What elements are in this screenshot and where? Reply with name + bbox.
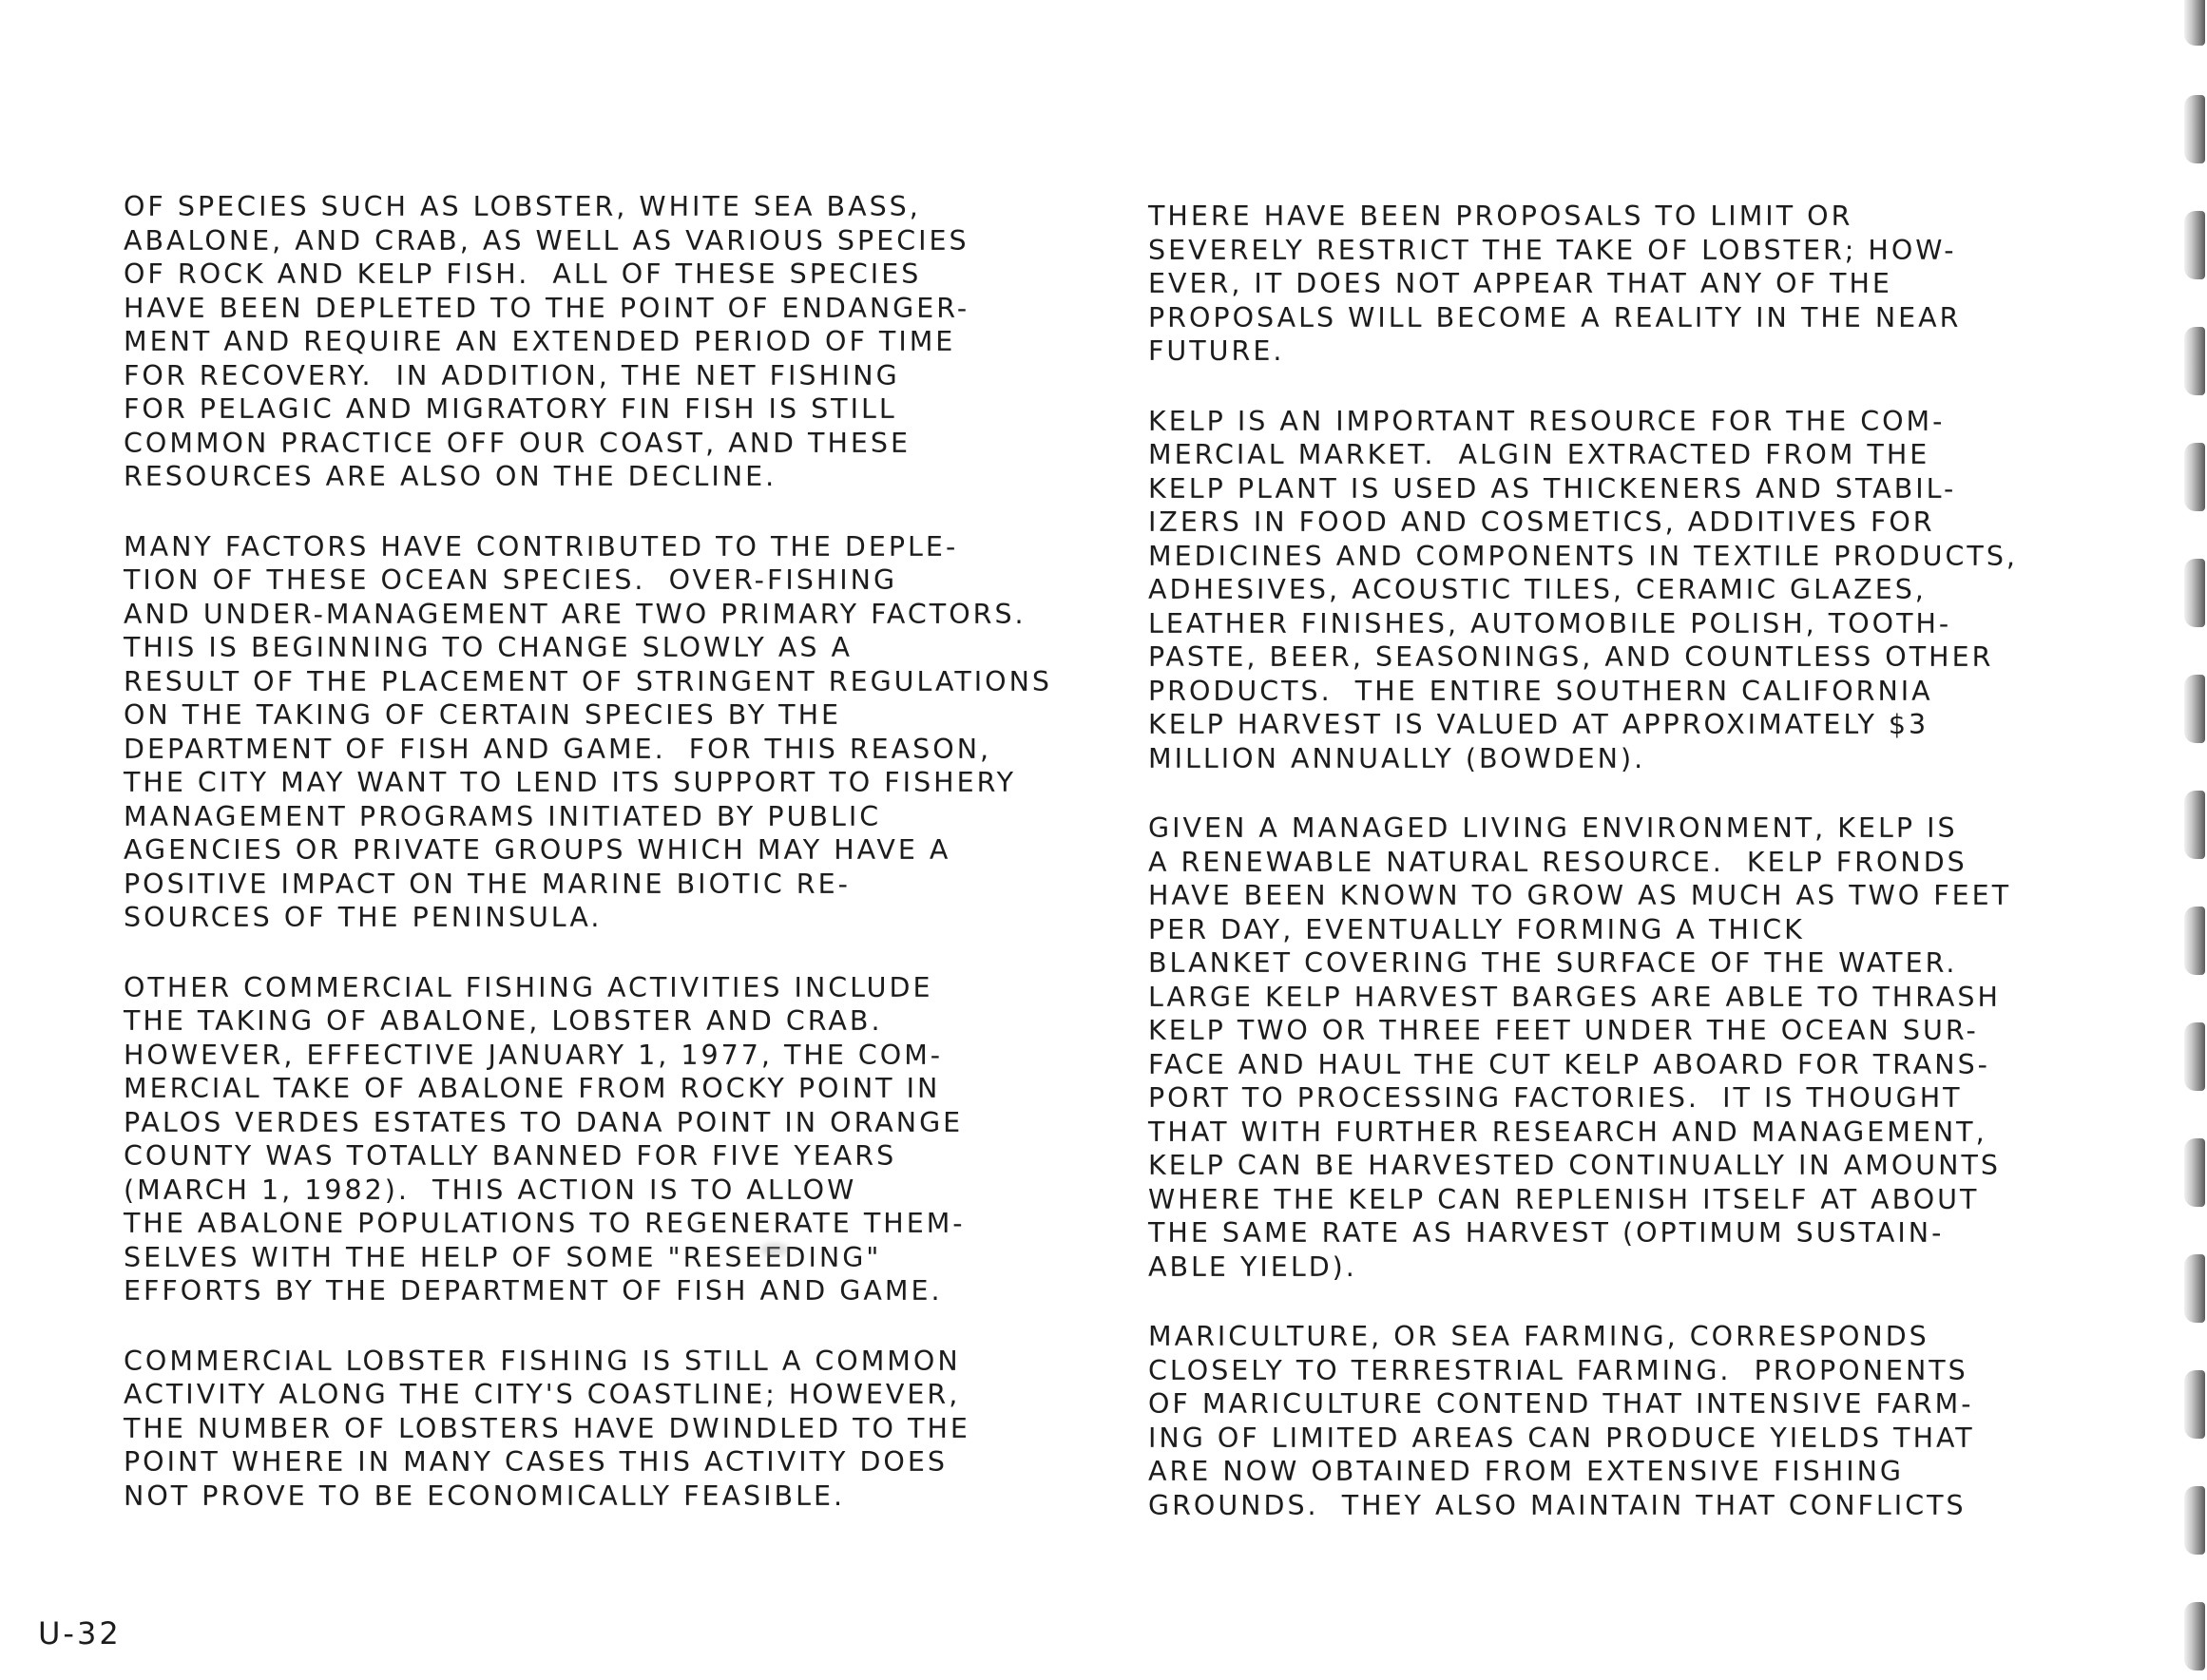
text-line: OF SPECIES SUCH AS LOBSTER, WHITE SEA BASS, xyxy=(124,191,921,222)
scan-smudge xyxy=(760,1243,789,1256)
text-line: COUNTY WAS TOTALLY BANNED FOR FIVE YEARS xyxy=(124,1140,897,1172)
text-line: ADHESIVES, ACOUSTIC TILES, CERAMIC GLAZES, xyxy=(1148,574,1927,605)
text-line: MANAGEMENT PROGRAMS INITIATED BY PUBLIC xyxy=(124,800,882,832)
text-line: PORT TO PROCESSING FACTORIES. IT IS THOUGHT xyxy=(1148,1082,1963,1114)
text-line: OF MARICULTURE CONTEND THAT INTENSIVE FARM- xyxy=(1148,1388,1974,1420)
text-line: LARGE KELP HARVEST BARGES ARE ABLE TO THRASH xyxy=(1148,981,2001,1013)
text-line: FUTURE. xyxy=(1148,335,1285,367)
text-line: THAT WITH FURTHER RESEARCH AND MANAGEMENT, xyxy=(1148,1116,1987,1148)
text-line: PER DAY, EVENTUALLY FORMING A THICK xyxy=(1148,913,1805,945)
text-line: THE ABALONE POPULATIONS TO REGENERATE THEM- xyxy=(124,1208,966,1239)
spiral-binding xyxy=(2180,0,2207,1680)
binding-ring xyxy=(2184,675,2205,743)
text-line: HAVE BEEN DEPLETED TO THE POINT OF ENDANGER- xyxy=(124,292,970,324)
binding-ring xyxy=(2184,211,2205,279)
text-line: ON THE TAKING OF CERTAIN SPECIES BY THE xyxy=(124,699,842,731)
page-number: U-32 xyxy=(38,1615,122,1651)
text-line: MERCIAL MARKET. ALGIN EXTRACTED FROM THE xyxy=(1148,439,1930,470)
text-line: COMMON PRACTICE OFF OUR COAST, AND THESE xyxy=(124,427,911,459)
right-text-column xyxy=(1148,200,2175,1558)
text-line: EVER, IT DOES NOT APPEAR THAT ANY OF THE xyxy=(1148,268,1892,299)
text-line: MERCIAL TAKE OF ABALONE FROM ROCKY POINT IN xyxy=(124,1073,941,1104)
binding-ring xyxy=(2184,791,2205,859)
paragraph-species-depletion xyxy=(124,190,1122,494)
text-line: GIVEN A MANAGED LIVING ENVIRONMENT, KELP IS xyxy=(1148,812,1958,844)
text-line: OF ROCK AND KELP FISH. ALL OF THESE SPECIES xyxy=(124,258,922,290)
text-line: THIS IS BEGINNING TO CHANGE SLOWLY AS A xyxy=(124,632,853,663)
paragraph-kelp-resource xyxy=(1148,405,2175,776)
text-line: THE TAKING OF ABALONE, LOBSTER AND CRAB. xyxy=(124,1005,883,1037)
text-line: FACE AND HAUL THE CUT KELP ABOARD FOR TRANS- xyxy=(1148,1048,1990,1080)
text-line: RESOURCES ARE ALSO ON THE DECLINE. xyxy=(124,461,777,492)
binding-ring xyxy=(2184,559,2205,627)
text-line: HAVE BEEN KNOWN TO GROW AS MUCH AS TWO FEET xyxy=(1148,880,2012,911)
binding-ring xyxy=(2184,443,2205,511)
text-line: PROPOSALS WILL BECOME A REALITY IN THE NEAR xyxy=(1148,301,1962,334)
text-line: POINT WHERE IN MANY CASES THIS ACTIVITY DOES xyxy=(124,1446,948,1478)
text-line: PASTE, BEER, SEASONINGS, AND COUNTLESS OTHER xyxy=(1148,641,1994,673)
binding-ring xyxy=(2184,327,2205,395)
text-line: KELP PLANT IS USED AS THICKENERS AND STABIL- xyxy=(1148,472,1957,505)
text-line: RESULT OF THE PLACEMENT OF STRINGENT REGULATIONS xyxy=(124,665,1052,697)
text-line: FOR RECOVERY. IN ADDITION, THE NET FISHING xyxy=(124,359,900,391)
binding-ring xyxy=(2184,1486,2205,1555)
text-line: ABLE YIELD). xyxy=(1148,1250,1357,1283)
text-line: ACTIVITY ALONG THE CITY'S COASTLINE; HOWEVER, xyxy=(124,1379,961,1410)
text-line: AND UNDER-MANAGEMENT ARE TWO PRIMARY FACTORS. xyxy=(124,598,1027,630)
text-line: HOWEVER, EFFECTIVE JANUARY 1, 1977, THE COM- xyxy=(124,1039,944,1071)
text-line: COMMERCIAL LOBSTER FISHING IS STILL A COMMON xyxy=(124,1345,961,1377)
left-text-column xyxy=(124,190,1122,1549)
text-line: PRODUCTS. THE ENTIRE SOUTHERN CALIFORNIA xyxy=(1148,675,1933,707)
text-line: POSITIVE IMPACT ON THE MARINE BIOTIC RE- xyxy=(124,868,851,900)
text-line: SOURCES OF THE PENINSULA. xyxy=(124,902,603,933)
text-line: (MARCH 1, 1982). THIS ACTION IS TO ALLOW xyxy=(124,1174,857,1206)
text-line: LEATHER FINISHES, AUTOMOBILE POLISH, TOOTH- xyxy=(1148,607,1952,640)
text-line: MEDICINES AND COMPONENTS IN TEXTILE PRODUCTS, xyxy=(1148,540,2018,572)
text-line: THE CITY MAY WANT TO LEND ITS SUPPORT TO FISHERY xyxy=(124,767,1016,798)
binding-ring xyxy=(2184,907,2205,975)
text-line: SEVERELY RESTRICT THE TAKE OF LOBSTER; HOW- xyxy=(1148,234,1957,266)
paragraph-mariculture xyxy=(1148,1320,2175,1522)
text-line: IZERS IN FOOD AND COSMETICS, ADDITIVES FOR xyxy=(1148,506,1935,538)
text-line: FOR PELAGIC AND MIGRATORY FIN FISH IS STILL xyxy=(124,393,897,425)
text-line: KELP CAN BE HARVESTED CONTINUALLY IN AMOUNTS xyxy=(1148,1150,2001,1181)
text-line: ARE NOW OBTAINED FROM EXTENSIVE FISHING xyxy=(1148,1456,1905,1487)
text-line: TION OF THESE OCEAN SPECIES. OVER-FISHING xyxy=(124,564,898,596)
binding-ring xyxy=(2184,95,2205,163)
paragraph-contributing-factors xyxy=(124,530,1122,935)
binding-ring xyxy=(2184,1370,2205,1439)
binding-ring xyxy=(2184,1602,2205,1670)
text-line: KELP IS AN IMPORTANT RESOURCE FOR THE COM- xyxy=(1148,405,1946,437)
binding-ring xyxy=(2184,0,2205,46)
text-line: SELVES WITH THE HELP OF SOME "RESEEDING" xyxy=(124,1241,882,1273)
text-line: THE SAME RATE AS HARVEST (OPTIMUM SUSTAIN- xyxy=(1148,1217,1945,1249)
text-line: PALOS VERDES ESTATES TO DANA POINT IN ORANGE xyxy=(124,1106,964,1138)
text-line: MENT AND REQUIRE AN EXTENDED PERIOD OF TIME xyxy=(124,326,956,357)
binding-ring xyxy=(2184,1022,2205,1091)
paragraph-lobster-fishing xyxy=(124,1345,1122,1514)
text-line: KELP HARVEST IS VALUED AT APPROXIMATELY $3 xyxy=(1148,709,1929,740)
binding-ring xyxy=(2184,1254,2205,1323)
paragraph-lobster-proposals xyxy=(1148,200,2175,369)
text-line: A RENEWABLE NATURAL RESOURCE. KELP FRONDS xyxy=(1148,846,1967,878)
text-line: GROUNDS. THEY ALSO MAINTAIN THAT CONFLICTS xyxy=(1148,1489,1967,1521)
text-line: KELP TWO OR THREE FEET UNDER THE OCEAN SUR- xyxy=(1148,1015,1979,1046)
text-line: ABALONE, AND CRAB, AS WELL AS VARIOUS SPECIES xyxy=(124,224,969,257)
text-line: CLOSELY TO TERRESTRIAL FARMING. PROPONENTS xyxy=(1148,1354,1968,1386)
paragraph-kelp-renewable xyxy=(1148,811,2175,1284)
text-line: ING OF LIMITED AREAS CAN PRODUCE YIELDS THAT xyxy=(1148,1422,1975,1454)
text-line: THERE HAVE BEEN PROPOSALS TO LIMIT OR xyxy=(1148,200,1853,232)
text-line: AGENCIES OR PRIVATE GROUPS WHICH MAY HAVE A xyxy=(124,834,951,866)
text-line: THE NUMBER OF LOBSTERS HAVE DWINDLED TO THE xyxy=(124,1412,970,1444)
paragraph-commercial-fishing xyxy=(124,971,1122,1308)
text-line: BLANKET COVERING THE SURFACE OF THE WATER. xyxy=(1148,947,1958,979)
text-line: EFFORTS BY THE DEPARTMENT OF FISH AND GAME. xyxy=(124,1275,943,1307)
text-line: MILLION ANNUALLY (BOWDEN). xyxy=(1148,742,1646,774)
text-line: MARICULTURE, OR SEA FARMING, CORRESPONDS xyxy=(1148,1321,1929,1352)
text-line: OTHER COMMERCIAL FISHING ACTIVITIES INCLUDE xyxy=(124,971,933,1003)
binding-ring xyxy=(2184,1138,2205,1207)
text-line: DEPARTMENT OF FISH AND GAME. FOR THIS REASON, xyxy=(124,733,992,765)
text-line: NOT PROVE TO BE ECONOMICALLY FEASIBLE. xyxy=(124,1480,846,1512)
text-line: WHERE THE KELP CAN REPLENISH ITSELF AT ABOUT xyxy=(1148,1183,1980,1215)
text-line: MANY FACTORS HAVE CONTRIBUTED TO THE DEPLE- xyxy=(124,530,959,563)
